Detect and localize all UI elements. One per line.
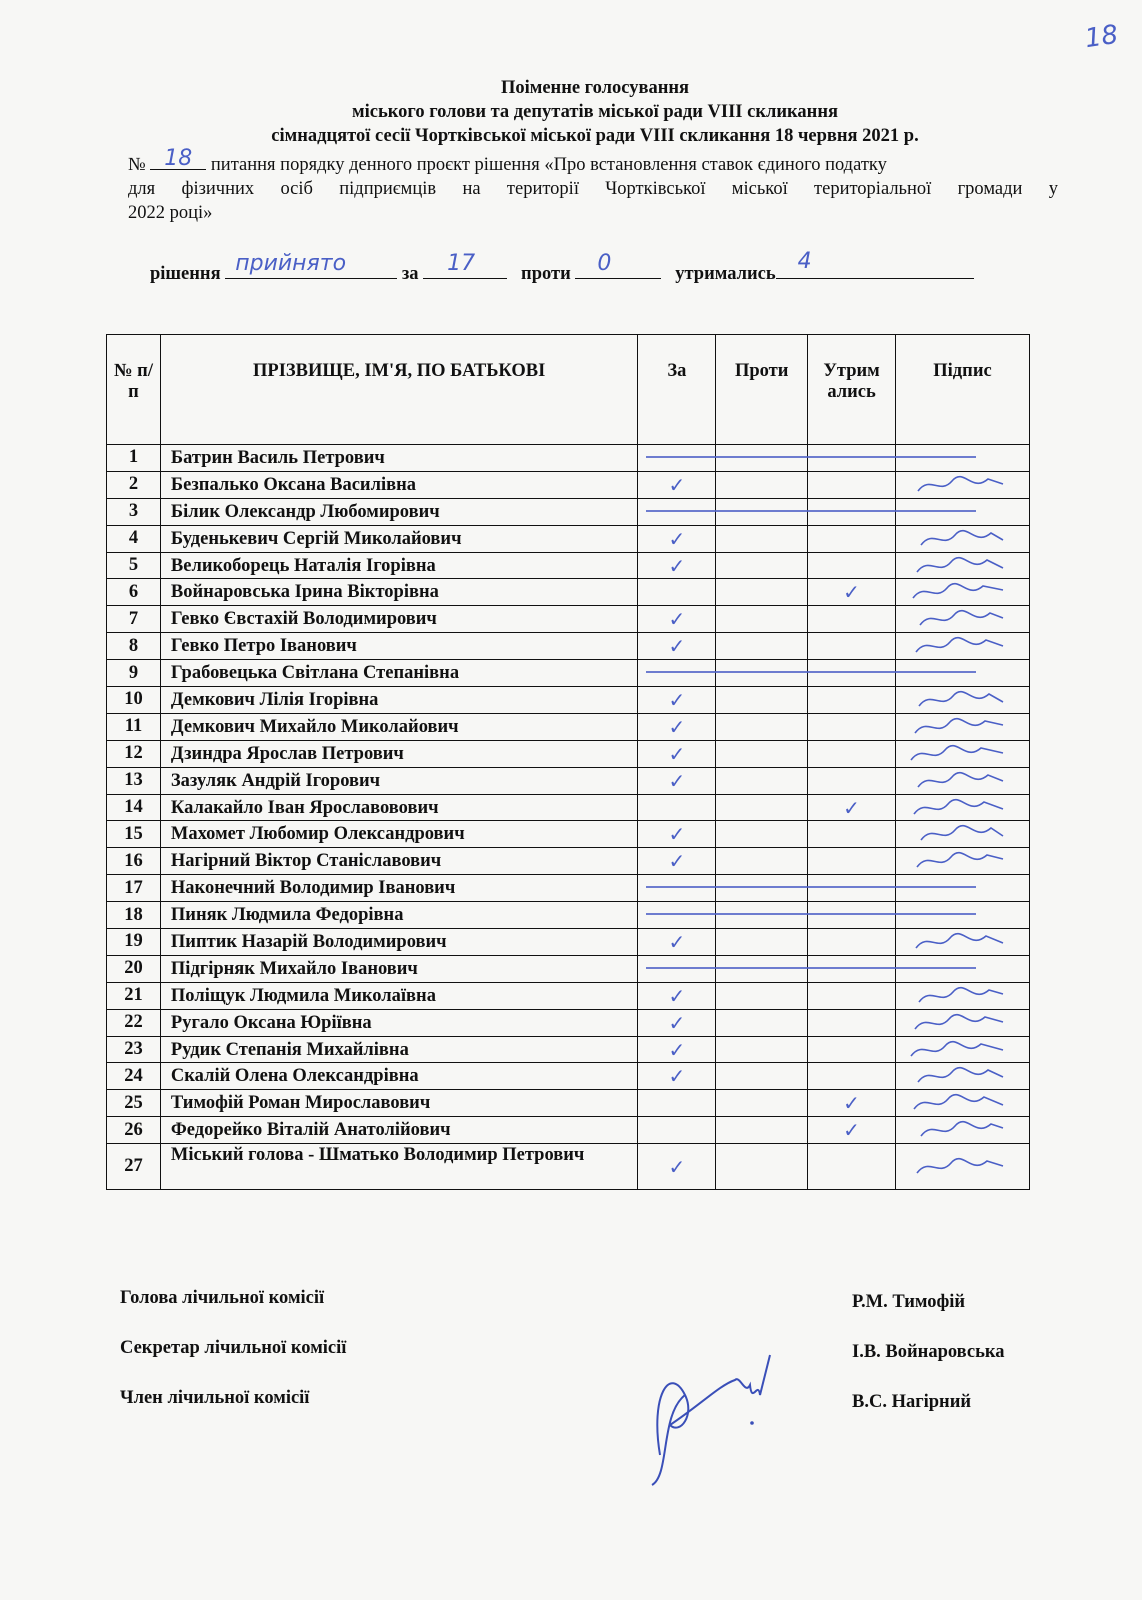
table-row — [107, 471, 1030, 498]
vote-cell-against — [716, 929, 808, 956]
check-mark-icon: ✓ — [668, 1154, 686, 1179]
vote-cell-against — [716, 498, 808, 525]
vote-cell-against — [716, 445, 808, 472]
check-mark-icon: ✓ — [668, 929, 686, 954]
vote-cell-against — [716, 525, 808, 552]
row-number: 26 — [107, 1117, 161, 1144]
vote-cell-against — [716, 1144, 808, 1190]
vote-cell-against — [716, 1063, 808, 1090]
vote-cell-against — [716, 713, 808, 740]
vote-cell-abstain — [808, 1009, 896, 1036]
signature-cell — [896, 1144, 1030, 1190]
signature-scribble — [903, 1118, 1023, 1142]
against-value: 0 — [597, 251, 612, 276]
signature-cell — [896, 982, 1030, 1009]
abstain-field — [776, 249, 974, 279]
absent-strike-line — [646, 886, 976, 888]
vote-cell-against — [716, 579, 808, 606]
abstain-label: утримались — [675, 264, 776, 284]
row-number: 9 — [107, 660, 161, 687]
vote-cell-against — [716, 471, 808, 498]
question-text-1: питання порядку денного проєкт рішення «Про встановлення ставок єдиного податку — [210, 155, 887, 175]
check-mark-icon: ✓ — [668, 1037, 686, 1062]
signature-scribble — [903, 473, 1023, 497]
member-label: Член лічильної комісії — [120, 1388, 310, 1408]
signature-cell — [896, 660, 1030, 687]
vote-table-body — [107, 445, 1030, 1190]
vote-table — [106, 334, 1030, 1190]
vote-cell-abstain — [808, 525, 896, 552]
row-number: 2 — [107, 471, 161, 498]
signature-scribble — [903, 1011, 1023, 1035]
signature-cell — [896, 875, 1030, 902]
signature-scribble — [903, 849, 1023, 873]
absent-strike-line — [646, 913, 976, 915]
row-name: Пиняк Людмила Федорівна — [160, 902, 638, 929]
row-name: Демкович Михайло Миколайович — [160, 713, 638, 740]
vote-cell-abstain — [808, 660, 896, 687]
row-number: 24 — [107, 1063, 161, 1090]
chair-label: Голова лічильної комісії — [120, 1288, 325, 1308]
session-line: сімнадцятої сесії Чортківської міської ради VIII скликання 18 червня 2021 р. — [271, 126, 919, 146]
vote-cell-for — [638, 1117, 716, 1144]
vote-cell-for — [638, 525, 716, 552]
decision-result — [150, 249, 974, 285]
document-subtitle: міського голови та депутатів міської ради VIII скликання — [352, 102, 838, 122]
question-no-field — [150, 146, 206, 171]
vote-cell-for — [638, 471, 716, 498]
check-mark-icon: ✓ — [668, 714, 686, 739]
signature-cell — [896, 579, 1030, 606]
row-number: 11 — [107, 713, 161, 740]
vote-cell-abstain — [808, 498, 896, 525]
table-row — [107, 525, 1030, 552]
signature-scribble — [903, 554, 1023, 578]
row-name: Підгірняк Михайло Іванович — [160, 955, 638, 982]
row-name: Войнаровська Ірина Вікторівна — [160, 579, 638, 606]
check-mark-icon: ✓ — [668, 822, 686, 847]
table-row — [107, 982, 1030, 1009]
row-name: Білик Олександр Любомирович — [160, 498, 638, 525]
for-value: 17 — [447, 251, 476, 276]
vote-cell-for — [638, 445, 716, 472]
vote-cell-abstain — [808, 794, 896, 821]
row-number: 12 — [107, 740, 161, 767]
vote-cell-against — [716, 633, 808, 660]
vote-cell-for — [638, 982, 716, 1009]
row-name: Рудик Степанія Михайлівна — [160, 1036, 638, 1063]
vote-cell-abstain — [808, 471, 896, 498]
vote-cell-for — [638, 875, 716, 902]
signature-cell — [896, 902, 1030, 929]
against-label: проти — [521, 264, 571, 284]
row-number: 13 — [107, 767, 161, 794]
signature-cell — [896, 1036, 1030, 1063]
signature-cell — [896, 471, 1030, 498]
vote-cell-against — [716, 552, 808, 579]
row-number: 10 — [107, 687, 161, 714]
vote-cell-abstain — [808, 633, 896, 660]
vote-cell-against — [716, 687, 808, 714]
signature-scribble — [903, 1064, 1023, 1088]
table-row — [107, 1009, 1030, 1036]
secretary-name: І.В. Войнаровська — [852, 1342, 1005, 1362]
row-number: 20 — [107, 955, 161, 982]
against-field — [575, 251, 661, 279]
question-text-2: для фізичних осіб підприємців на території Чортківської міської територіальної громади у — [128, 179, 1058, 199]
row-name: Наконечний Володимир Іванович — [160, 875, 638, 902]
page-number: 18 — [1083, 19, 1121, 55]
signature-scribble — [903, 1155, 1023, 1179]
signature-scribble — [903, 527, 1023, 551]
table-row — [107, 875, 1030, 902]
row-number: 7 — [107, 606, 161, 633]
signature-cell — [896, 606, 1030, 633]
check-mark-icon: ✓ — [843, 580, 860, 605]
col-header-for: За — [638, 335, 716, 445]
signature-cell — [896, 794, 1030, 821]
member-signature — [640, 1335, 790, 1495]
table-row — [107, 1036, 1030, 1063]
row-name: Калакайло Іван Ярославовович — [160, 794, 638, 821]
chair-name: Р.М. Тимофій — [852, 1292, 966, 1312]
vote-cell-abstain — [808, 713, 896, 740]
row-name: Тимофій Роман Мирославович — [160, 1090, 638, 1117]
signature-scribble — [903, 634, 1023, 658]
check-mark-icon: ✓ — [668, 983, 686, 1008]
row-name: Пиптик Назарій Володимирович — [160, 929, 638, 956]
col-header-number: № п/п — [107, 335, 161, 445]
row-number: 27 — [107, 1144, 161, 1190]
table-row — [107, 579, 1030, 606]
vote-cell-against — [716, 794, 808, 821]
vote-cell-for — [638, 848, 716, 875]
signature-cell — [896, 713, 1030, 740]
signature-cell — [896, 633, 1030, 660]
vote-cell-for — [638, 1036, 716, 1063]
abstain-value: 4 — [797, 249, 812, 274]
row-number: 8 — [107, 633, 161, 660]
row-number: 6 — [107, 579, 161, 606]
vote-cell-against — [716, 1036, 808, 1063]
vote-cell-for — [638, 902, 716, 929]
table-row — [107, 902, 1030, 929]
vote-cell-against — [716, 1090, 808, 1117]
row-number: 19 — [107, 929, 161, 956]
signature-scribble — [903, 1038, 1023, 1062]
question-text-3: 2022 році» — [128, 203, 213, 223]
col-header-abstain: Утримались — [808, 335, 896, 445]
vote-cell-for — [638, 1063, 716, 1090]
check-mark-icon: ✓ — [668, 526, 686, 551]
secretary-label: Секретар лічильної комісії — [120, 1338, 347, 1358]
signature-scribble — [903, 930, 1023, 954]
vote-cell-against — [716, 740, 808, 767]
vote-cell-abstain — [808, 955, 896, 982]
signature-cell — [896, 929, 1030, 956]
check-mark-icon: ✓ — [843, 1091, 860, 1116]
vote-cell-for — [638, 552, 716, 579]
row-number: 21 — [107, 982, 161, 1009]
table-row — [107, 929, 1030, 956]
check-mark-icon: ✓ — [668, 1064, 686, 1089]
signature-scribble — [903, 607, 1023, 631]
for-field — [423, 251, 507, 279]
vote-cell-against — [716, 767, 808, 794]
table-row — [107, 445, 1030, 472]
signature-scribble — [903, 796, 1023, 820]
check-mark-icon: ✓ — [668, 607, 686, 632]
col-header-name: ПРІЗВИЩЕ, ІМ'Я, ПО БАТЬКОВІ — [160, 335, 638, 445]
vote-cell-against — [716, 1117, 808, 1144]
table-row — [107, 848, 1030, 875]
row-number: 23 — [107, 1036, 161, 1063]
vote-cell-against — [716, 660, 808, 687]
decision-value: прийнято — [235, 251, 347, 276]
table-row — [107, 1063, 1030, 1090]
signature-scribble — [903, 822, 1023, 846]
signature-cell — [896, 821, 1030, 848]
vote-cell-for — [638, 606, 716, 633]
vote-cell-abstain — [808, 1063, 896, 1090]
signature-cell — [896, 445, 1030, 472]
row-name: Нагірний Віктор Станіславович — [160, 848, 638, 875]
row-name: Махомет Любомир Олександрович — [160, 821, 638, 848]
table-row — [107, 552, 1030, 579]
for-label: за — [401, 264, 419, 284]
row-name: Дзиндра Ярослав Петрович — [160, 740, 638, 767]
check-mark-icon: ✓ — [843, 795, 860, 820]
vote-cell-for — [638, 498, 716, 525]
table-row — [107, 767, 1030, 794]
signature-cell — [896, 767, 1030, 794]
table-row — [107, 1144, 1030, 1190]
absent-strike-line — [646, 510, 976, 512]
signature-cell — [896, 1063, 1030, 1090]
col-header-signature: Підпис — [896, 335, 1030, 445]
vote-cell-against — [716, 848, 808, 875]
vote-cell-for — [638, 713, 716, 740]
signature-cell — [896, 498, 1030, 525]
vote-cell-for — [638, 687, 716, 714]
row-name: Демкович Лілія Ігорівна — [160, 687, 638, 714]
check-mark-icon: ✓ — [668, 741, 686, 766]
vote-cell-abstain — [808, 982, 896, 1009]
vote-cell-abstain — [808, 445, 896, 472]
vote-cell-for — [638, 660, 716, 687]
row-name: Поліщук Людмила Миколаївна — [160, 982, 638, 1009]
table-row — [107, 794, 1030, 821]
vote-cell-against — [716, 606, 808, 633]
check-mark-icon: ✓ — [668, 768, 686, 793]
signature-scribble — [903, 769, 1023, 793]
table-row — [107, 955, 1030, 982]
row-name: Скалій Олена Олександрівна — [160, 1063, 638, 1090]
table-row — [107, 740, 1030, 767]
row-number: 5 — [107, 552, 161, 579]
signature-cell — [896, 1117, 1030, 1144]
signature-cell — [896, 1009, 1030, 1036]
row-number: 17 — [107, 875, 161, 902]
signature-cell — [896, 955, 1030, 982]
row-name: Міський голова - Шматько Володимир Петрович — [160, 1144, 638, 1190]
signature-cell — [896, 1090, 1030, 1117]
check-mark-icon: ✓ — [668, 687, 686, 712]
member-name: В.С. Нагірний — [852, 1392, 972, 1412]
row-number: 4 — [107, 525, 161, 552]
vote-cell-for — [638, 740, 716, 767]
vote-cell-abstain — [808, 875, 896, 902]
vote-cell-against — [716, 982, 808, 1009]
vote-cell-abstain — [808, 1144, 896, 1190]
table-row — [107, 1090, 1030, 1117]
vote-cell-against — [716, 902, 808, 929]
absent-strike-line — [646, 456, 976, 458]
vote-cell-abstain — [808, 552, 896, 579]
vote-cell-for — [638, 1009, 716, 1036]
row-name: Гевко Петро Іванович — [160, 633, 638, 660]
vote-cell-for — [638, 633, 716, 660]
vote-cell-against — [716, 821, 808, 848]
vote-cell-abstain — [808, 821, 896, 848]
decision-label: рішення — [150, 264, 221, 284]
vote-cell-against — [716, 1009, 808, 1036]
table-row — [107, 606, 1030, 633]
signature-cell — [896, 687, 1030, 714]
row-number: 22 — [107, 1009, 161, 1036]
check-mark-icon: ✓ — [668, 634, 686, 659]
row-name: Федорейко Віталій Анатолійович — [160, 1117, 638, 1144]
vote-cell-abstain — [808, 1117, 896, 1144]
document-title: Поіменне голосування — [500, 78, 690, 98]
table-row — [107, 687, 1030, 714]
row-name: Безпалько Оксана Василівна — [160, 471, 638, 498]
decision-field — [225, 251, 397, 279]
row-name: Зазуляк Андрій Ігорович — [160, 767, 638, 794]
row-number: 1 — [107, 445, 161, 472]
vote-cell-for — [638, 929, 716, 956]
absent-strike-line — [646, 671, 976, 673]
signature-scribble — [903, 984, 1023, 1008]
row-number: 3 — [107, 498, 161, 525]
check-mark-icon: ✓ — [668, 472, 686, 497]
vote-cell-for — [638, 579, 716, 606]
row-name: Буденькевич Сергій Миколайович — [160, 525, 638, 552]
row-name: Ругало Оксана Юріївна — [160, 1009, 638, 1036]
signature-cell — [896, 552, 1030, 579]
vote-cell-for — [638, 955, 716, 982]
question-no-value: 18 — [164, 146, 193, 171]
vote-cell-against — [716, 875, 808, 902]
check-mark-icon: ✓ — [843, 1118, 860, 1143]
vote-cell-for — [638, 1144, 716, 1190]
question-no-label: № — [128, 155, 146, 175]
row-number: 25 — [107, 1090, 161, 1117]
check-mark-icon: ✓ — [668, 553, 686, 578]
table-row — [107, 660, 1030, 687]
table-row — [107, 1117, 1030, 1144]
row-name: Батрин Василь Петрович — [160, 445, 638, 472]
row-number: 16 — [107, 848, 161, 875]
table-row — [107, 713, 1030, 740]
question-line-1 — [128, 146, 1058, 177]
check-mark-icon: ✓ — [668, 1010, 686, 1035]
vote-cell-for — [638, 794, 716, 821]
absent-strike-line — [646, 967, 976, 969]
vote-cell-abstain — [808, 902, 896, 929]
table-row — [107, 498, 1030, 525]
table-row — [107, 633, 1030, 660]
vote-cell-for — [638, 1090, 716, 1117]
signature-scribble — [903, 580, 1023, 604]
vote-cell-abstain — [808, 1036, 896, 1063]
vote-cell-abstain — [808, 767, 896, 794]
vote-cell-against — [716, 955, 808, 982]
row-name: Великоборець Наталія Ігорівна — [160, 552, 638, 579]
signature-scribble — [903, 1091, 1023, 1115]
vote-cell-abstain — [808, 687, 896, 714]
vote-cell-abstain — [808, 929, 896, 956]
vote-cell-for — [638, 767, 716, 794]
vote-cell-abstain — [808, 848, 896, 875]
vote-cell-abstain — [808, 579, 896, 606]
row-number: 15 — [107, 821, 161, 848]
row-number: 14 — [107, 794, 161, 821]
vote-cell-abstain — [808, 606, 896, 633]
signature-scribble — [903, 742, 1023, 766]
row-name: Грабовецька Світлана Степанівна — [160, 660, 638, 687]
signature-scribble — [903, 715, 1023, 739]
row-name: Гевко Євстахій Володимирович — [160, 606, 638, 633]
vote-cell-abstain — [808, 1090, 896, 1117]
row-number: 18 — [107, 902, 161, 929]
signature-scribble — [903, 688, 1023, 712]
col-header-against: Проти — [716, 335, 808, 445]
vote-cell-for — [638, 821, 716, 848]
vote-cell-abstain — [808, 740, 896, 767]
check-mark-icon: ✓ — [668, 849, 686, 874]
signature-cell — [896, 525, 1030, 552]
signature-cell — [896, 848, 1030, 875]
signature-cell — [896, 740, 1030, 767]
table-row — [107, 821, 1030, 848]
